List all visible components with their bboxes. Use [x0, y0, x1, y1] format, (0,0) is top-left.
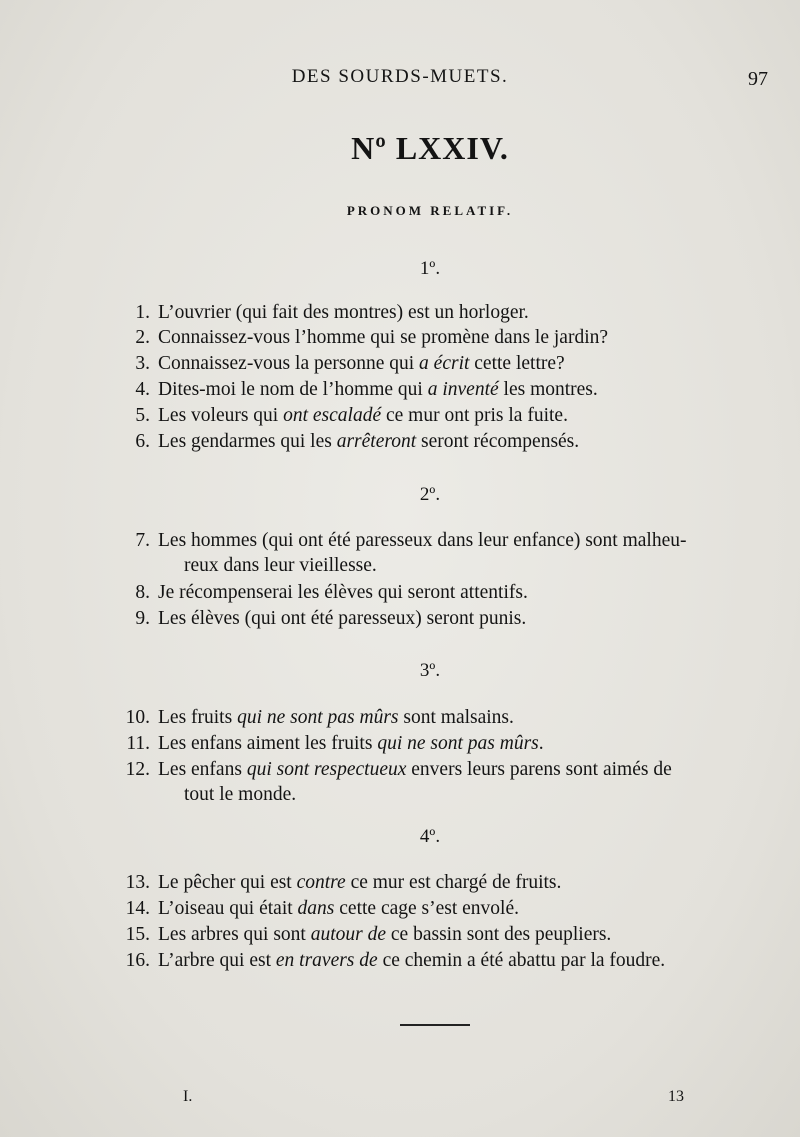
- sentence-text: [158, 705, 770, 730]
- subsection-label: 2º.: [419, 484, 441, 505]
- italic-phrase: a inventé: [427, 379, 499, 400]
- subsection-label: 1º.: [419, 258, 441, 279]
- text-run: Connaissez-vous la personne qui: [158, 353, 420, 374]
- sentence-text: [158, 528, 770, 578]
- italic-phrase: qui ne sont pas mûrs: [377, 733, 539, 754]
- sentence-number: 6.: [135, 431, 150, 452]
- text-run: seront récompensés.: [416, 431, 580, 452]
- italic-phrase: dans: [297, 898, 335, 919]
- italic-phrase: en travers de: [275, 950, 378, 971]
- sentence-text: [158, 922, 770, 947]
- text-run: ce mur ont pris la fuite.: [381, 405, 568, 426]
- sentence-number: 9.: [135, 608, 150, 629]
- italic-phrase: qui ne sont pas mûrs: [237, 707, 399, 728]
- exercise-sentence: [108, 705, 778, 730]
- exercise-sentence: [108, 377, 778, 402]
- text-run: Les voleurs qui: [158, 405, 284, 426]
- exercise-sentence: [108, 300, 778, 325]
- sentence-text: [158, 377, 770, 402]
- exercise-sentence: [108, 429, 778, 454]
- italic-phrase: qui sont respectueux: [246, 759, 407, 780]
- sentence-number: 11.: [126, 733, 150, 754]
- sentence-number: 15.: [125, 924, 150, 945]
- sentence-number: 8.: [135, 582, 150, 603]
- text-run: L’oiseau qui était: [158, 898, 298, 919]
- exercise-sentence: [108, 896, 778, 921]
- exercise-sentence: [108, 757, 778, 807]
- exercise-sentence: [108, 325, 778, 350]
- exercise-sentence: [108, 922, 778, 947]
- section-title: PRONOM RELATIF.: [346, 203, 514, 218]
- italic-phrase: ont escaladé: [283, 405, 382, 426]
- text-run: L’arbre qui est: [158, 950, 276, 971]
- text-run: cette lettre?: [469, 353, 565, 374]
- sentence-text: [158, 948, 770, 973]
- text-run: Connaissez-vous l’homme qui se promène dans le jardin?: [158, 327, 609, 348]
- sentence-text: [158, 325, 770, 350]
- text-run: sont malsains.: [398, 707, 514, 728]
- text-run: envers leurs parens sont aimés de: [406, 759, 672, 780]
- subsection-label: 3º.: [419, 660, 441, 681]
- text-run: Les enfans: [158, 759, 247, 780]
- sentence-number: 16.: [125, 950, 150, 971]
- sentence-text: [158, 429, 770, 454]
- text-run: Les fruits: [158, 707, 238, 728]
- italic-phrase: arrêteront: [336, 431, 417, 452]
- page-number: 97: [748, 68, 768, 90]
- sentence-number: 13.: [125, 872, 150, 893]
- text-run: Les élèves (qui ont été paresseux) seront punis.: [158, 608, 527, 629]
- italic-phrase: contre: [296, 872, 346, 893]
- exercise-sentence: [108, 870, 778, 895]
- signature-mark-left: I.: [183, 1088, 193, 1105]
- sentence-number: 4.: [135, 379, 150, 400]
- sentence-text: [158, 300, 770, 325]
- sentence-number: 14.: [125, 898, 150, 919]
- exercise-sentence: [108, 580, 778, 605]
- text-run: ce bassin sont des peupliers.: [386, 924, 612, 945]
- text-run: les montres.: [498, 379, 598, 400]
- exercise-sentence: [108, 948, 778, 973]
- running-head: DES SOURDS-MUETS.: [291, 66, 509, 87]
- sentence-text: [158, 351, 770, 376]
- sentence-number: 3.: [135, 353, 150, 374]
- signature-mark-right: 13: [668, 1088, 684, 1105]
- sentence-text: [158, 731, 770, 756]
- text-run: Dites-moi le nom de l’homme qui: [158, 379, 428, 400]
- sentence-text: [158, 757, 770, 807]
- exercise-sentence: [108, 528, 778, 578]
- sentence-number: 7.: [135, 530, 150, 551]
- end-rule: [400, 1024, 470, 1026]
- sentence-number: 5.: [135, 405, 150, 426]
- exercise-sentence: [108, 731, 778, 756]
- exercise-sentence: [108, 351, 778, 376]
- text-run: Le pêcher qui est: [158, 872, 297, 893]
- sentence-number: 1.: [135, 302, 150, 323]
- text-run: Les arbres qui sont: [158, 924, 311, 945]
- text-run: L’ouvrier (qui fait des montres) est un horloger.: [158, 302, 529, 323]
- sentence-continuation: reux dans leur vieillesse.: [184, 555, 377, 576]
- exercise-sentence: [108, 606, 778, 631]
- sentence-continuation: tout le monde.: [184, 784, 297, 805]
- text-run: Les gendarmes qui les: [158, 431, 337, 452]
- sentence-number: 12.: [125, 759, 150, 780]
- sentence-text: [158, 606, 770, 631]
- sentence-text: [158, 580, 770, 605]
- lesson-number-title: Nº LXXIV.: [351, 130, 509, 166]
- sentence-number: 2.: [135, 327, 150, 348]
- text-run: ce chemin a été abattu par la foudre.: [377, 950, 666, 971]
- text-run: Je récompenserai les élèves qui seront attentifs.: [158, 582, 528, 603]
- sentence-number: 10.: [125, 707, 150, 728]
- text-run: ce mur est chargé de fruits.: [345, 872, 562, 893]
- subsection-label: 4º.: [419, 826, 441, 847]
- text-run: cette cage s’est envolé.: [334, 898, 520, 919]
- sentence-text: [158, 870, 770, 895]
- italic-phrase: autour de: [310, 924, 387, 945]
- exercise-sentence: [108, 403, 778, 428]
- text-run: Les enfans aiment les fruits: [158, 733, 378, 754]
- text-run: Les hommes (qui ont été paresseux dans leur enfance) sont malheu-: [158, 530, 687, 551]
- sentence-text: [158, 896, 770, 921]
- sentence-text: [158, 403, 770, 428]
- italic-phrase: a écrit: [419, 353, 470, 374]
- text-run: .: [538, 733, 544, 754]
